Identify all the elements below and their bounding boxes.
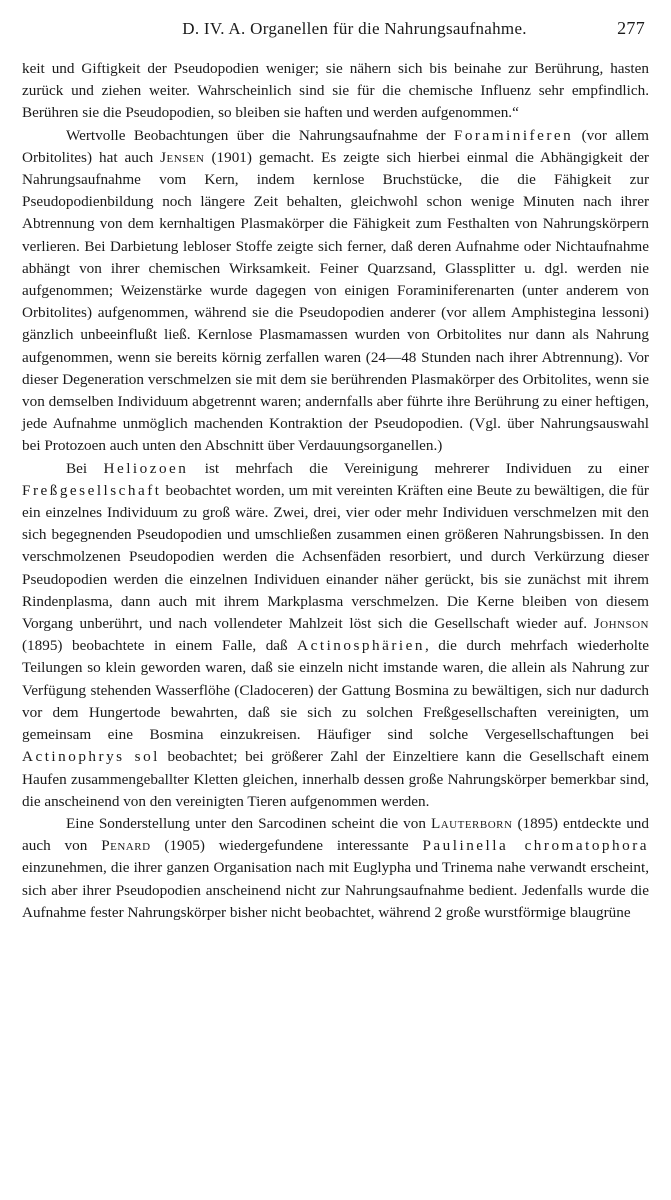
text-run: (1905) wiedergefundene interessante	[150, 837, 423, 855]
spaced-emphasis: Heliozoen	[103, 459, 189, 477]
author-name: Lauterborn	[430, 814, 513, 832]
spaced-emphasis: Actinophrys sol	[22, 748, 160, 766]
spaced-emphasis: Freßgesellschaft	[22, 481, 162, 499]
page-number: 277	[617, 18, 645, 38]
body-text	[22, 58, 649, 924]
text-run: beobachtet; bei größerer Zahl der Einzeltiere kann die Gesellschaft einem Haufen zusammengeballter Kletten gleichen, innerhalb dessen große Nahrungskörper bemerkbar sind, die anscheinend von den vereinigten Tieren aufgenommen werden.	[22, 748, 650, 810]
paragraph	[22, 125, 649, 458]
text-run: Wertvolle Beobachtungen über die Nahrungsaufnahme der	[66, 126, 454, 144]
text-run: keit und Giftigkeit der Pseudopodien weniger; sie nähern sich bis beinahe zur Berührung, hasten zurück und ziehen weiter. Wahrscheinlich sind sie für die chemische Influenz sehr empfindlich. Berühren sie die Pseudopodien, so bleiben sie haften und werden aufgenommen.“	[22, 60, 649, 122]
author-name: Johnson	[593, 615, 649, 633]
text-run: einzunehmen, die ihrer ganzen Organisation nach mit Euglypha und Trinema nahe verwandt erscheint, sich aber ihrer Pseudopodien anscheinend nicht zur Nahrungsaufnahme bedient. Jedenfalls wurde die Aufnahme fester Nahrungskörper bisher nicht beobachtet, während 2 große wurstförmige blaugrüne	[22, 859, 649, 921]
text-run: Eine Sonderstellung unter den Sarcodinen scheint die von	[66, 814, 431, 832]
spaced-emphasis: Foraminiferen	[453, 126, 574, 144]
author-name: Penard	[101, 837, 151, 855]
running-title: D. IV. A. Organellen für die Nahrungsaufnahme.	[182, 19, 527, 38]
paragraph	[22, 58, 649, 125]
spaced-emphasis: Paulinella chromatophora	[422, 837, 650, 855]
text-run: (1895) entdeckte und auch von	[22, 814, 649, 855]
spaced-emphasis: Actinosphärien	[297, 637, 425, 655]
text-run: ist mehrfach die Vereinigung mehrerer Individuen zu einer	[188, 459, 649, 477]
text-run: , die durch mehrfach wiederholte Teilungen so klein geworden waren, daß sie einzeln nicht imstande waren, die allein als Nahrung zur Verfügung stehenden Wasserflöhe (Cladoceren) der Gattung Bosmina zu bewältigen, sich nur dadurch vor dem Hungertode bewahrten, daß sie sich zu solchen Freßgesellschaften vereinigten, um gemeinsam eine Bosmina einzukreisen. Häufiger sind solche Vergesellschaftungen bei	[22, 637, 649, 744]
page-header	[22, 18, 649, 42]
text-run: beobachtet worden, um mit vereinten Kräften eine Beute zu bewältigen, die für ein einzelnes Individuum zu groß wäre. Zwei, drei, vier oder mehr Individuen verschmelzen mit den sich begegnenden Pseudopodien und umschließen zusammen einen größeren Nahrungsbissen. In den verschmolzenen Pseudopodien werden die Achsenfäden resorbiert, und durch Verkürzung dieser Pseudopodien werden die einzelnen Individuen einander näher gerückt, bis sie zunächst mit ihrem Rindenplasma, dann auch mit ihrem Markplasma verschmelzen. Die Kerne bleiben von diesem Vorgang unberührt, und nach vollendeter Mahlzeit löst sich die Gesellschaft wieder auf.	[22, 481, 649, 633]
paragraph	[22, 813, 649, 924]
text-run: (1901) gemacht. Es zeigte sich hierbei einmal die Abhängigkeit der Nahrungsaufnahme vom Kern, indem kernlose Bruchstücke, die die Fähigkeit zur Pseudopodienbildung noch längere Zeit behalten, gleichwohl schon wenige Minuten nach ihrer Abtrennung von dem kernhaltigen Plasmakörper die Fähigkeit zum Festhalten von Nahrungskörpern verlieren. Bei Darbietung lebloser Stoffe zeigte sich ferner, daß deren Aufnahme oder Nichtaufnahme abhängt von ihrer chemischen Wirksamkeit. Feiner Quarzsand, Glassplitter u. dgl. werden nie aufgenommen; Weizenstärke wurde dagegen von einigen Foraminiferenarten (unter anderem von Orbitolites) aufgenommen, während sie die Pseudopodien anderer (vor allem Amphistegina lessoni) gänzlich unbeeinflußt ließ. Kernlose Plasmamassen wurden von Orbitolites nur dann als Nahrung aufgenommen, wenn sie bereits körnig zerfallen waren (24—48 Stunden nach ihrer Abtrennung). Vor dieser Degeneration verschmelzen sie mit dem sie berührenden Plasmakörper des Orbitolites, wenn sie von demselben Individuum abgetrennt waren; andernfalls aber führte ihre Berührung zu einer heftigen, jede Aufnahme unmöglich machenden Kontraktion der Pseudopodien. (Vgl. über Nahrungsauswahl bei Protozoen auch unten den Abschnitt über Verdauungsorganellen.)	[22, 148, 649, 455]
author-name: Jensen	[160, 148, 205, 166]
text-run: Bei	[66, 459, 104, 477]
text-run: (1895) beobachtete in einem Falle, daß	[22, 637, 298, 655]
book-page	[22, 18, 649, 924]
paragraph	[22, 458, 649, 813]
text-run: (vor allem Orbitolites) hat auch	[22, 126, 649, 166]
